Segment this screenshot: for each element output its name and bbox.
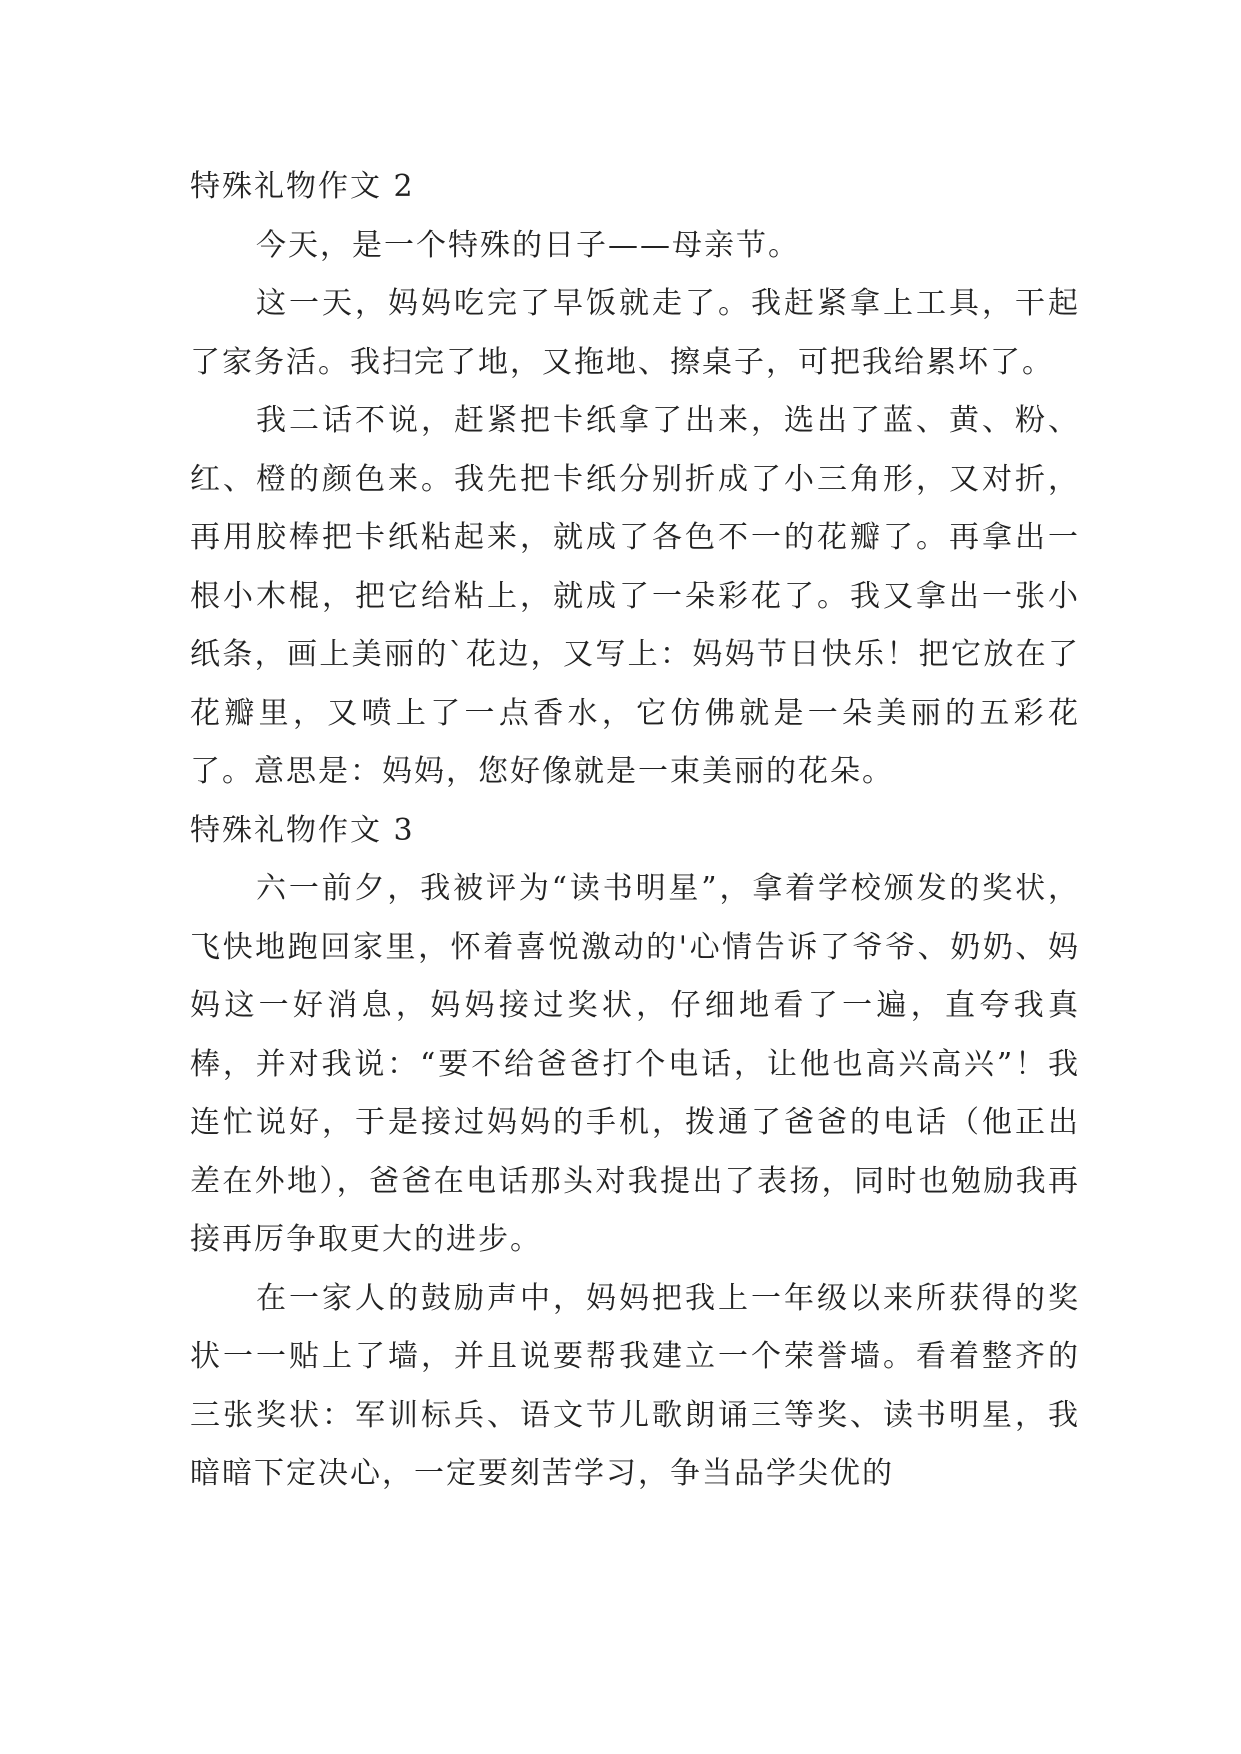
section-title: 特殊礼物作文 2 bbox=[190, 169, 415, 204]
paragraph: 这一天，妈妈吃完了早饭就走了。我赶紧拿上工具，干起了家务活。我扫完了地，又拖地、擦桌子，可把我给累坏了。 bbox=[190, 286, 1080, 380]
paragraph: 我二话不说，赶紧把卡纸拿了出来，选出了蓝、黄、粉、红、橙的颜色来。我先把卡纸分别折成了小三角形，又对折，再用胶棒把卡纸粘起来，就成了各色不一的花瓣了。再拿出一根小木棍，把它给粘上，就成了一朵彩花了。我又拿出一张小纸条，画上美丽的`花边，又写上：妈妈节日快乐！把它放在了花瓣里，又喷上了一点香水，它仿佛就是一朵美丽的五彩花了。意思是：妈妈，您好像就是一束美丽的花朵。 bbox=[190, 403, 1080, 789]
paragraph: 六一前夕，我被评为“读书明星”，拿着学校颁发的奖状，飞快地跑回家里，怀着喜悦激动的'心情告诉了爷爷、奶奶、妈妈这一好消息，妈妈接过奖状，仔细地看了一遍，直夸我真棒，并对我说：“要不给爸爸打个电话，让他也高兴高兴”！我连忙说好，于是接过妈妈的手机，拨通了爸爸的电话（他正出差在外地），爸爸在电话那头对我提出了表扬，同时也勉励我再接再厉争取更大的进步。 bbox=[190, 871, 1080, 1257]
document-body bbox=[190, 158, 1080, 1504]
section-title: 特殊礼物作文 3 bbox=[190, 812, 415, 848]
paragraph: 今天，是一个特殊的日子——母亲节。 bbox=[256, 227, 800, 263]
paragraph: 在一家人的鼓励声中，妈妈把我上一年级以来所获得的奖状一一贴上了墙，并且说要帮我建立一个荣誉墙。看着整齐的三张奖状：军训标兵、语文节儿歌朗诵三等奖、读书明星，我暗暗下定决心，一定要刻苦学习，争当品学尖优的 bbox=[190, 1280, 1080, 1491]
